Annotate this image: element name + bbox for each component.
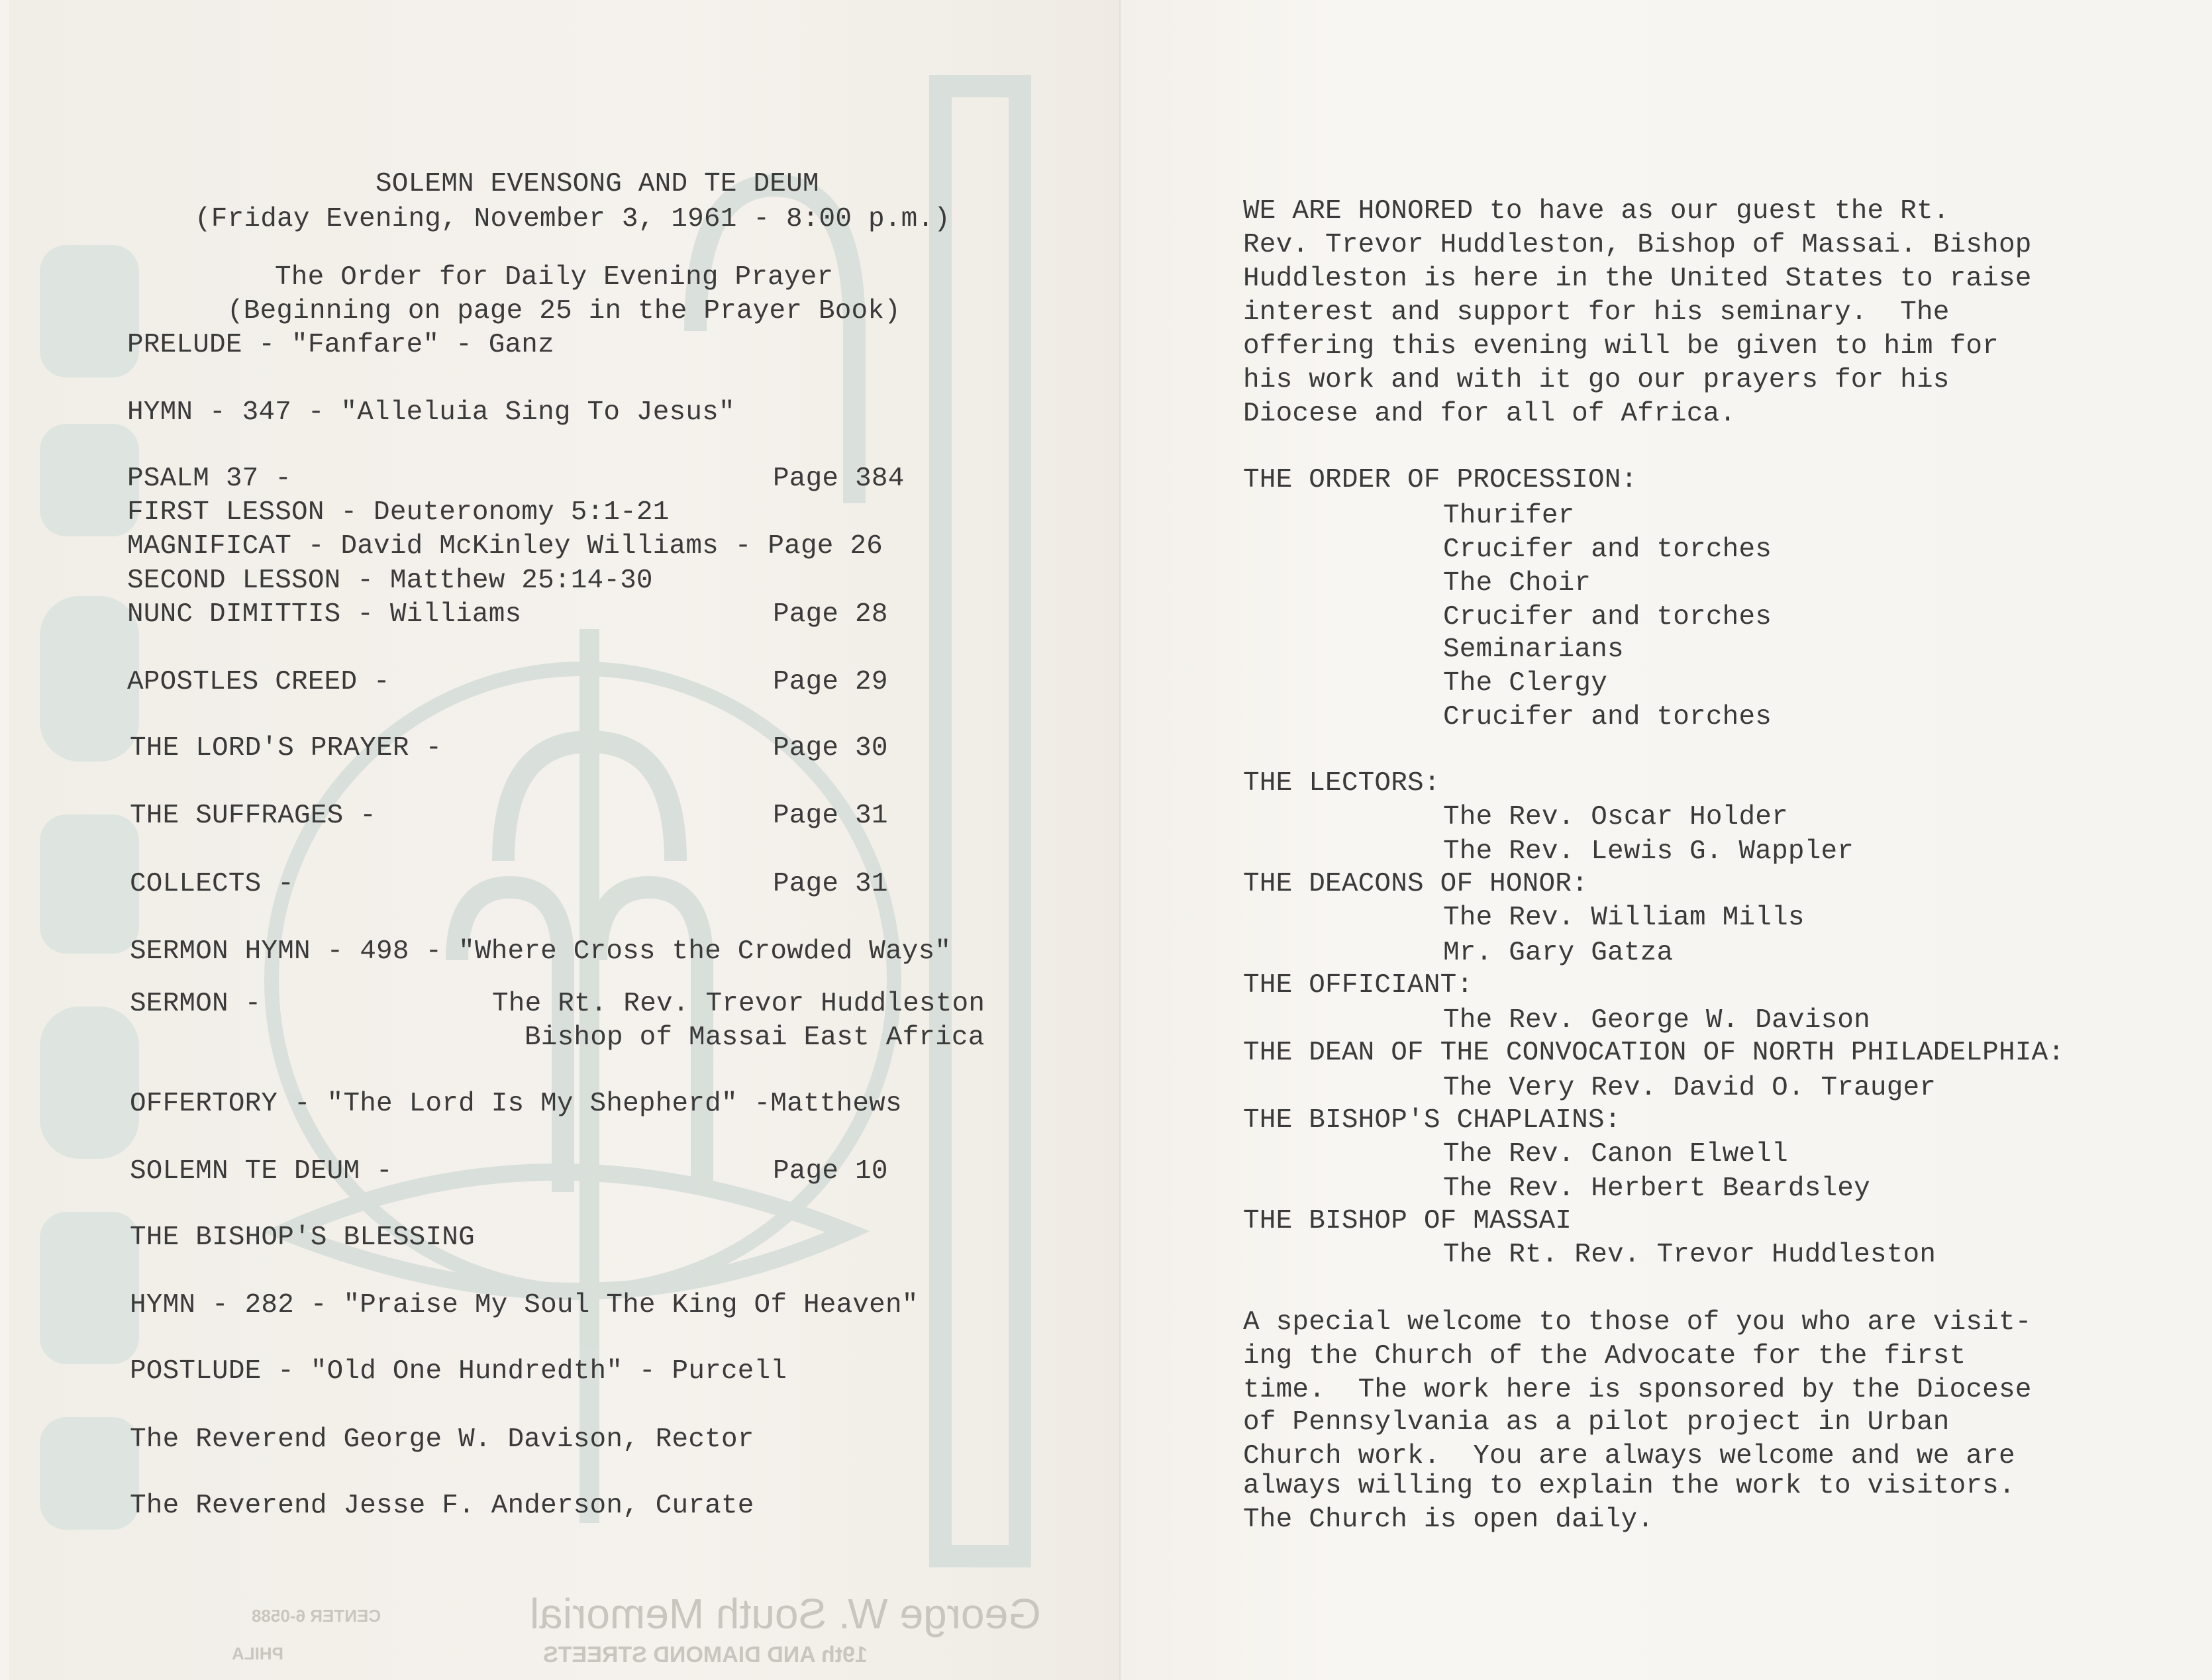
welcome-line: The Church is open daily.: [1243, 1505, 1654, 1535]
program-item: OFFERTORY - "The Lord Is My Shepherd" -Matthews: [130, 1089, 902, 1119]
section-entry: The Clergy: [1443, 668, 1608, 699]
welcome-line: time. The work here is sponsored by the Diocese: [1243, 1375, 2032, 1405]
order-title: The Order for Daily Evening Prayer: [275, 262, 834, 293]
section-entry: The Rev. Oscar Holder: [1443, 802, 1788, 832]
program-date: (Friday Evening, November 3, 1961 - 8:00 p.m.): [195, 204, 950, 234]
intro-line: interest and support for his seminary. The: [1243, 297, 1950, 328]
section-entry: The Rev. William Mills: [1443, 903, 1805, 933]
section-entry: Crucifer and torches: [1443, 702, 1772, 732]
program-item-page: Page 31: [773, 801, 888, 831]
program-item: SERMON HYMN - 498 - "Where Cross the Crowded Ways": [130, 936, 952, 967]
program-title: SOLEMN EVENSONG AND TE DEUM: [376, 169, 819, 199]
preacher-title: Bishop of Massai East Africa: [525, 1022, 985, 1053]
section-entry: The Rt. Rev. Trevor Huddleston: [1443, 1240, 1936, 1270]
program-item: FIRST LESSON - Deuteronomy 5:1-21: [127, 497, 670, 528]
program-item-page: Page 28: [773, 599, 888, 630]
section-heading: THE ORDER OF PROCESSION:: [1243, 465, 1638, 495]
section-entry: The Rev. Canon Elwell: [1443, 1139, 1788, 1169]
program-item: PSALM 37 -: [127, 464, 292, 494]
intro-line: Huddleston is here in the United States to raise: [1243, 264, 2032, 294]
program-item: SECOND LESSON - Matthew 25:14-30: [127, 566, 653, 596]
intro-line: WE ARE HONORED to have as our guest the Rt.: [1243, 196, 1950, 226]
program-item-page: Page 31: [773, 869, 888, 899]
section-heading: THE DEACONS OF HONOR:: [1243, 869, 1588, 899]
section-entry: The Rev. Lewis G. Wappler: [1443, 836, 1854, 867]
program-item-page: Page 30: [773, 733, 888, 764]
section-entry: Crucifer and torches: [1443, 602, 1772, 632]
program-item: NUNC DIMITTIS - Williams: [127, 599, 522, 630]
section-entry: Seminarians: [1443, 634, 1624, 665]
center-fold: [1119, 0, 1123, 1680]
welcome-line: always willing to explain the work to visitors.: [1243, 1471, 2015, 1501]
letterhead-address-bleed: 19th AND DIAMOND STREETS: [543, 1642, 868, 1667]
welcome-line: of Pennsylvania as a pilot project in Urban: [1243, 1407, 1950, 1438]
rector-line: The Reverend George W. Davison, Rector: [130, 1424, 754, 1455]
intro-line: his work and with it go our prayers for his: [1243, 365, 1950, 395]
program-item-page: Page 29: [773, 667, 888, 697]
curate-line: The Reverend Jesse F. Anderson, Curate: [130, 1491, 754, 1521]
letterhead-phone-bleed: CENTER 6-0588: [252, 1606, 381, 1626]
program-item: PRELUDE - "Fanfare" - Ganz: [127, 330, 554, 360]
letterhead-name-bleed: George W. South Memorial: [530, 1590, 1041, 1638]
section-entry: The Rev. Herbert Beardsley: [1443, 1173, 1870, 1204]
section-heading: THE LECTORS:: [1243, 768, 1440, 799]
section-entry: The Very Rev. David O. Trauger: [1443, 1073, 1936, 1103]
section-heading: THE BISHOP OF MASSAI: [1243, 1206, 1572, 1236]
program-item: SERMON -: [130, 989, 262, 1019]
section-heading: THE DEAN OF THE CONVOCATION OF NORTH PHILADELPHIA:: [1243, 1038, 2065, 1068]
welcome-line: Church work. You are always welcome and we are: [1243, 1441, 2015, 1471]
section-entry: The Choir: [1443, 568, 1591, 599]
section-heading: THE OFFICIANT:: [1243, 970, 1474, 1001]
program-item-page: Page 10: [773, 1156, 888, 1187]
intro-line: Rev. Trevor Huddleston, Bishop of Massai. Bishop: [1243, 230, 2032, 260]
program-item-page: Page 384: [773, 464, 905, 494]
program-item: MAGNIFICAT - David McKinley Williams - Page 26: [127, 531, 883, 562]
program-item: APOSTLES CREED -: [127, 667, 390, 697]
intro-line: offering this evening will be given to him for: [1243, 331, 1999, 362]
welcome-line: ing the Church of the Advocate for the first: [1243, 1341, 1966, 1371]
program-item: COLLECTS -: [130, 869, 295, 899]
preacher-name: The Rt. Rev. Trevor Huddleston: [492, 989, 985, 1019]
intro-line: Diocese and for all of Africa.: [1243, 399, 1736, 429]
section-heading: THE BISHOP'S CHAPLAINS:: [1243, 1105, 1621, 1136]
program-item: THE SUFFRAGES -: [130, 801, 377, 831]
program-item: THE BISHOP'S BLESSING: [130, 1222, 475, 1253]
section-entry: The Rev. George W. Davison: [1443, 1005, 1870, 1036]
section-entry: Thurifer: [1443, 501, 1575, 531]
program-item: SOLEMN TE DEUM -: [130, 1156, 393, 1187]
order-note: (Beginning on page 25 in the Prayer Book): [227, 296, 901, 326]
program-item: HYMN - 282 - "Praise My Soul The King Of Heaven": [130, 1290, 919, 1320]
program-item: POSTLUDE - "Old One Hundredth" - Purcell: [130, 1356, 787, 1387]
letterhead-city-bleed: PHILA: [232, 1644, 283, 1663]
section-entry: Crucifer and torches: [1443, 534, 1772, 565]
welcome-line: A special welcome to those of you who are visit-: [1243, 1307, 2032, 1338]
program-item: HYMN - 347 - "Alleluia Sing To Jesus": [127, 397, 735, 428]
section-entry: Mr. Gary Gatza: [1443, 938, 1674, 968]
program-item: THE LORD'S PRAYER -: [130, 733, 442, 764]
